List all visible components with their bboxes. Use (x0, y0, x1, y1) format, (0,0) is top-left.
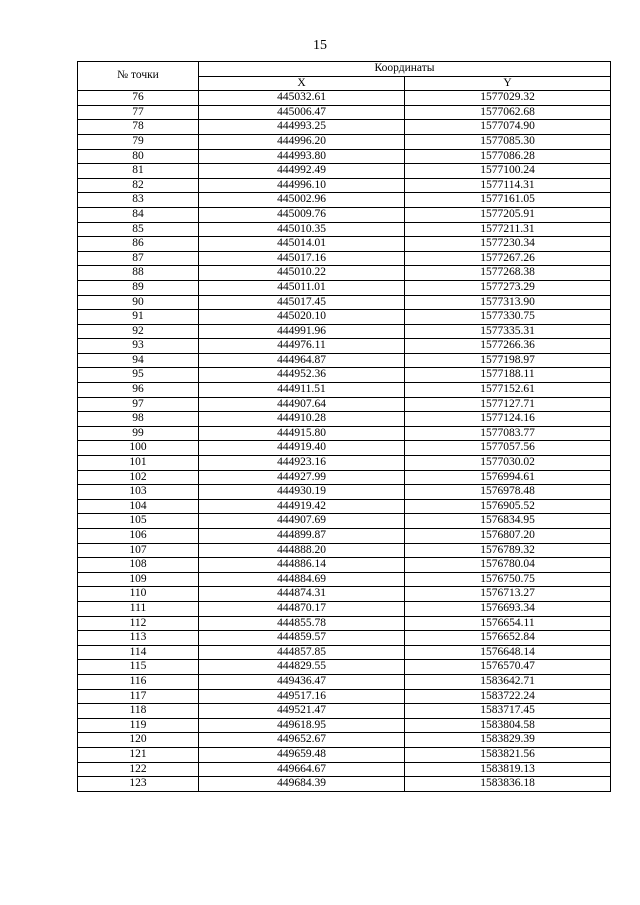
y-coordinate-cell: 1577057.56 (405, 441, 611, 456)
point-number-cell: 121 (78, 747, 199, 762)
point-number-cell: 105 (78, 514, 199, 529)
header-row-top (78, 62, 611, 77)
x-coordinate-cell: 445032.61 (199, 91, 405, 106)
x-coordinate-cell: 444993.80 (199, 149, 405, 164)
y-coordinate-cell: 1577330.75 (405, 310, 611, 325)
y-coordinate-cell: 1577161.05 (405, 193, 611, 208)
x-coordinate-cell: 444874.31 (199, 587, 405, 602)
x-coordinate-cell: 445006.47 (199, 105, 405, 120)
point-number-cell: 111 (78, 601, 199, 616)
table-row (78, 120, 611, 135)
y-coordinate-cell: 1577205.91 (405, 207, 611, 222)
table-row (78, 485, 611, 500)
point-number-cell: 117 (78, 689, 199, 704)
point-number-cell: 77 (78, 105, 199, 120)
table-row (78, 762, 611, 777)
point-number-cell: 76 (78, 91, 199, 106)
point-number-cell: 79 (78, 134, 199, 149)
point-number-cell: 120 (78, 733, 199, 748)
x-coordinate-cell: 444857.85 (199, 645, 405, 660)
y-coordinate-cell: 1577085.30 (405, 134, 611, 149)
point-number-cell: 123 (78, 777, 199, 792)
x-coordinate-cell: 444919.40 (199, 441, 405, 456)
point-number-cell: 85 (78, 222, 199, 237)
y-coordinate-cell: 1577188.11 (405, 368, 611, 383)
header-point-number: № точки (78, 62, 199, 91)
table-row (78, 631, 611, 646)
x-coordinate-cell: 449684.39 (199, 777, 405, 792)
point-number-cell: 107 (78, 543, 199, 558)
table-row (78, 529, 611, 544)
y-coordinate-cell: 1577267.26 (405, 251, 611, 266)
point-number-cell: 96 (78, 383, 199, 398)
y-coordinate-cell: 1576570.47 (405, 660, 611, 675)
table-row (78, 733, 611, 748)
point-number-cell: 81 (78, 164, 199, 179)
x-coordinate-cell: 444993.25 (199, 120, 405, 135)
x-coordinate-cell: 444910.28 (199, 412, 405, 427)
y-coordinate-cell: 1583821.56 (405, 747, 611, 762)
x-coordinate-cell: 444859.57 (199, 631, 405, 646)
table-row (78, 91, 611, 106)
point-number-cell: 108 (78, 558, 199, 573)
y-coordinate-cell: 1577198.97 (405, 353, 611, 368)
header-coordinates: Координаты (199, 62, 611, 77)
y-coordinate-cell: 1577029.32 (405, 91, 611, 106)
y-coordinate-cell: 1577127.71 (405, 397, 611, 412)
table-row (78, 353, 611, 368)
x-coordinate-cell: 444996.10 (199, 178, 405, 193)
table-row (78, 397, 611, 412)
point-number-cell: 113 (78, 631, 199, 646)
y-coordinate-cell: 1576654.11 (405, 616, 611, 631)
y-coordinate-cell: 1577030.02 (405, 456, 611, 471)
x-coordinate-cell: 444911.51 (199, 383, 405, 398)
y-coordinate-cell: 1577230.34 (405, 237, 611, 252)
table-row (78, 251, 611, 266)
table-row (78, 704, 611, 719)
table-row (78, 193, 611, 208)
table-row (78, 178, 611, 193)
point-number-cell: 110 (78, 587, 199, 602)
table-row (78, 660, 611, 675)
table-body (78, 91, 611, 792)
y-coordinate-cell: 1576648.14 (405, 645, 611, 660)
x-coordinate-cell: 449652.67 (199, 733, 405, 748)
coordinates-table (77, 61, 611, 792)
table-row (78, 777, 611, 792)
x-coordinate-cell: 444919.42 (199, 499, 405, 514)
table-row (78, 441, 611, 456)
x-coordinate-cell: 444930.19 (199, 485, 405, 500)
point-number-cell: 78 (78, 120, 199, 135)
point-number-cell: 98 (78, 412, 199, 427)
x-coordinate-cell: 444992.49 (199, 164, 405, 179)
y-coordinate-cell: 1576693.34 (405, 601, 611, 616)
table-row (78, 149, 611, 164)
point-number-cell: 101 (78, 456, 199, 471)
x-coordinate-cell: 444927.99 (199, 470, 405, 485)
table-row (78, 105, 611, 120)
x-coordinate-cell: 444991.96 (199, 324, 405, 339)
header-x: X (199, 76, 405, 91)
point-number-cell: 99 (78, 426, 199, 441)
y-coordinate-cell: 1577273.29 (405, 280, 611, 295)
x-coordinate-cell: 444888.20 (199, 543, 405, 558)
x-coordinate-cell: 449517.16 (199, 689, 405, 704)
point-number-cell: 100 (78, 441, 199, 456)
table-row (78, 718, 611, 733)
y-coordinate-cell: 1576780.04 (405, 558, 611, 573)
table-row (78, 689, 611, 704)
y-coordinate-cell: 1576750.75 (405, 572, 611, 587)
point-number-cell: 116 (78, 674, 199, 689)
y-coordinate-cell: 1583722.24 (405, 689, 611, 704)
table-row (78, 207, 611, 222)
point-number-cell: 88 (78, 266, 199, 281)
y-coordinate-cell: 1577335.31 (405, 324, 611, 339)
table-row (78, 499, 611, 514)
table-row (78, 747, 611, 762)
point-number-cell: 90 (78, 295, 199, 310)
table-header (78, 62, 611, 91)
point-number-cell: 80 (78, 149, 199, 164)
x-coordinate-cell: 449618.95 (199, 718, 405, 733)
x-coordinate-cell: 445020.10 (199, 310, 405, 325)
y-coordinate-cell: 1577083.77 (405, 426, 611, 441)
y-coordinate-cell: 1576905.52 (405, 499, 611, 514)
point-number-cell: 95 (78, 368, 199, 383)
point-number-cell: 92 (78, 324, 199, 339)
point-number-cell: 82 (78, 178, 199, 193)
x-coordinate-cell: 449436.47 (199, 674, 405, 689)
point-number-cell: 89 (78, 280, 199, 295)
y-coordinate-cell: 1577086.28 (405, 149, 611, 164)
point-number-cell: 91 (78, 310, 199, 325)
y-coordinate-cell: 1577124.16 (405, 412, 611, 427)
point-number-cell: 118 (78, 704, 199, 719)
x-coordinate-cell: 445014.01 (199, 237, 405, 252)
y-coordinate-cell: 1576807.20 (405, 529, 611, 544)
point-number-cell: 112 (78, 616, 199, 631)
table-row (78, 324, 611, 339)
point-number-cell: 93 (78, 339, 199, 354)
y-coordinate-cell: 1576789.32 (405, 543, 611, 558)
header-y: Y (405, 76, 611, 91)
x-coordinate-cell: 445017.16 (199, 251, 405, 266)
table-row (78, 514, 611, 529)
point-number-cell: 115 (78, 660, 199, 675)
table-row (78, 616, 611, 631)
x-coordinate-cell: 449664.67 (199, 762, 405, 777)
x-coordinate-cell: 445002.96 (199, 193, 405, 208)
point-number-cell: 104 (78, 499, 199, 514)
point-number-cell: 106 (78, 529, 199, 544)
table-row (78, 222, 611, 237)
table-row (78, 426, 611, 441)
x-coordinate-cell: 444923.16 (199, 456, 405, 471)
y-coordinate-cell: 1577211.31 (405, 222, 611, 237)
table-row (78, 164, 611, 179)
y-coordinate-cell: 1583804.58 (405, 718, 611, 733)
x-coordinate-cell: 444884.69 (199, 572, 405, 587)
point-number-cell: 122 (78, 762, 199, 777)
table-row (78, 470, 611, 485)
y-coordinate-cell: 1576834.95 (405, 514, 611, 529)
table-row (78, 456, 611, 471)
point-number-cell: 102 (78, 470, 199, 485)
x-coordinate-cell: 445010.22 (199, 266, 405, 281)
point-number-cell: 103 (78, 485, 199, 500)
x-coordinate-cell: 444964.87 (199, 353, 405, 368)
x-coordinate-cell: 444996.20 (199, 134, 405, 149)
point-number-cell: 94 (78, 353, 199, 368)
page-number: 15 (313, 38, 327, 53)
table-row (78, 587, 611, 602)
y-coordinate-cell: 1577268.38 (405, 266, 611, 281)
y-coordinate-cell: 1577100.24 (405, 164, 611, 179)
y-coordinate-cell: 1576652.84 (405, 631, 611, 646)
x-coordinate-cell: 444952.36 (199, 368, 405, 383)
y-coordinate-cell: 1577074.90 (405, 120, 611, 135)
x-coordinate-cell: 444907.69 (199, 514, 405, 529)
table-row (78, 310, 611, 325)
point-number-cell: 109 (78, 572, 199, 587)
y-coordinate-cell: 1583829.39 (405, 733, 611, 748)
y-coordinate-cell: 1577313.90 (405, 295, 611, 310)
table-row (78, 280, 611, 295)
point-number-cell: 87 (78, 251, 199, 266)
table-row (78, 134, 611, 149)
table-row (78, 572, 611, 587)
y-coordinate-cell: 1577266.36 (405, 339, 611, 354)
point-number-cell: 114 (78, 645, 199, 660)
x-coordinate-cell: 444976.11 (199, 339, 405, 354)
point-number-cell: 119 (78, 718, 199, 733)
y-coordinate-cell: 1583717.45 (405, 704, 611, 719)
x-coordinate-cell: 444915.80 (199, 426, 405, 441)
table-row (78, 368, 611, 383)
y-coordinate-cell: 1583642.71 (405, 674, 611, 689)
x-coordinate-cell: 444855.78 (199, 616, 405, 631)
point-number-cell: 97 (78, 397, 199, 412)
x-coordinate-cell: 445017.45 (199, 295, 405, 310)
x-coordinate-cell: 449659.48 (199, 747, 405, 762)
y-coordinate-cell: 1576994.61 (405, 470, 611, 485)
y-coordinate-cell: 1576713.27 (405, 587, 611, 602)
x-coordinate-cell: 444907.64 (199, 397, 405, 412)
point-number-cell: 86 (78, 237, 199, 252)
table-row (78, 266, 611, 281)
point-number-cell: 83 (78, 193, 199, 208)
table-row (78, 383, 611, 398)
table-row (78, 295, 611, 310)
y-coordinate-cell: 1577062.68 (405, 105, 611, 120)
y-coordinate-cell: 1577152.61 (405, 383, 611, 398)
table-row (78, 645, 611, 660)
x-coordinate-cell: 444870.17 (199, 601, 405, 616)
y-coordinate-cell: 1583819.13 (405, 762, 611, 777)
x-coordinate-cell: 449521.47 (199, 704, 405, 719)
y-coordinate-cell: 1576978.48 (405, 485, 611, 500)
table-row (78, 558, 611, 573)
y-coordinate-cell: 1577114.31 (405, 178, 611, 193)
x-coordinate-cell: 445009.76 (199, 207, 405, 222)
x-coordinate-cell: 445011.01 (199, 280, 405, 295)
table-row (78, 543, 611, 558)
table-row (78, 237, 611, 252)
table-row (78, 339, 611, 354)
table-row (78, 601, 611, 616)
x-coordinate-cell: 445010.35 (199, 222, 405, 237)
x-coordinate-cell: 444899.87 (199, 529, 405, 544)
table-row (78, 674, 611, 689)
x-coordinate-cell: 444829.55 (199, 660, 405, 675)
point-number-cell: 84 (78, 207, 199, 222)
table-row (78, 412, 611, 427)
x-coordinate-cell: 444886.14 (199, 558, 405, 573)
y-coordinate-cell: 1583836.18 (405, 777, 611, 792)
